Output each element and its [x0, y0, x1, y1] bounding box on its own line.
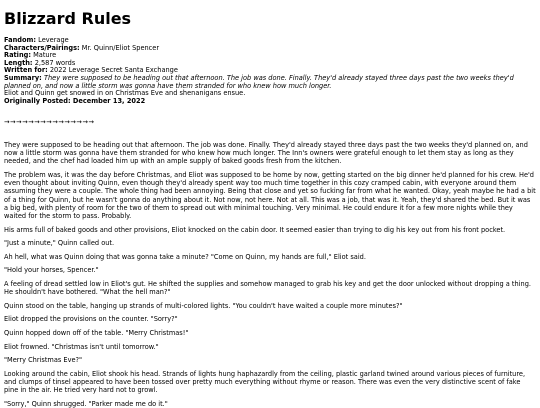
story-paragraph: "Just a minute," Quinn called out.	[4, 239, 115, 248]
story-paragraph: Eliot frowned. "Christmas isn't until tomorrow."	[4, 342, 159, 351]
rating-value: Mature	[33, 51, 57, 60]
rating-line	[4, 52, 536, 60]
written-for-label: Written for:	[4, 66, 48, 75]
summary-label: Summary:	[4, 73, 42, 82]
pairings-label: Characters/Pairings:	[4, 43, 80, 52]
summary-italic-text: They were supposed to be heading out that afternoon. The job was done. Finally. They'd already stayed three days past the two weeks they'd planned on, and now a little storm was gonna have them stranded for who knew how much longer.	[4, 73, 514, 90]
fandom-value: Leverage	[38, 36, 69, 44]
section-divider: →→→→→→→→→→→→→→→	[4, 118, 95, 127]
pairings-line	[4, 45, 536, 53]
story-paragraph: They were supposed to be heading out that afternoon. The job was done. Finally. They'd already stayed three days past the two weeks they'd planned on, and now a little storm was gonna have them stranded for who knew how much longer. The Inn's owners were grateful enough to let them stay as long as they needed, and the chef had loaded him up with an ample supply of baked goods fresh from the kitchen.	[4, 140, 528, 166]
story-paragraph: Eliot dropped the provisions on the counter. "Sorry?"	[4, 315, 178, 324]
story-paragraph: The problem was, it was the day before Christmas, and Eliot was supposed to be home by now, getting started on the big dinner he'd planned for his crew. He'd even thought about inviting Quinn, even though they'd already spent way too much time together in this cozy cramped cabin, with everyone around them assuming they were a couple. The whole thing had been annoying. Being that close and yet so fucking far from what he wanted. Okay, yeah maybe he had a bit of a thing for Quinn, but he wasn't gonna do anything about it. Not now, not here. Not at all. This was a job, that was it. Yeah, they'd shared the bed. But it was a big bed, with plenty of room for the two of them to spread out with minimal touching. Very minimal. He could endure it for a few more nights while they waited for the storm to pass. Probably.	[4, 170, 536, 220]
pairings-value: Mr. Quinn/Eliot Spencer	[81, 43, 160, 52]
story-paragraph: His arms full of baked goods and other provisions, Eliot knocked on the cabin door. It seemed easier than trying to dig his key out from his front pocket.	[4, 225, 506, 234]
length-label: Length:	[4, 58, 33, 67]
story-paragraph: "Hold your horses, Spencer."	[4, 266, 99, 275]
story-metadata	[4, 37, 536, 105]
posted-date: Originally Posted: December 13, 2022	[4, 96, 146, 105]
page-title: Blizzard Rules	[4, 9, 132, 28]
story-paragraph: Quinn stood on the table, hanging up strands of multi-colored lights. "You couldn't have waited a couple more minutes?"	[4, 301, 403, 310]
fandom-label: Fandom:	[4, 36, 37, 44]
story-paragraph: "Sorry," Quinn shrugged. "Parker made me do it."	[4, 399, 168, 408]
story-paragraph: A feeling of dread settled low in Eliot's gut. He shifted the supplies and somehow managed to grab his key and get the door unlocked without dropping a thing. He shouldn't have bothered. "What the hell man?"	[4, 279, 531, 297]
length-value: 2,587 words	[34, 58, 76, 67]
story-paragraph: Looking around the cabin, Eliot shook his head. Strands of lights hung haphazardly from the ceiling, plastic garland twined around various pieces of furniture, and clumps of tinsel appeared to have been tossed over pretty much everything without rhyme or reason. There was even the very distinctive scent of fake pine in the air. He tried very hard not to growl.	[4, 369, 526, 395]
written-for-value: 2022 Leverage Secret Santa Exchange	[49, 66, 178, 75]
rating-label: Rating:	[4, 51, 31, 60]
story-paragraph: "Merry Christmas Eve?"	[4, 356, 83, 365]
story-body	[4, 141, 536, 408]
summary-line	[4, 75, 536, 90]
summary-plain-line: Eliot and Quinn get snowed in on Christmas Eve and shenanigans ensue.	[4, 89, 246, 98]
story-paragraph: Ah hell, what was Quinn doing that was gonna take a minute? "Come on Quinn, my hands are full," Eliot said.	[4, 252, 366, 261]
story-paragraph: Quinn hopped down off of the table. "Merry Christmas!"	[4, 328, 189, 337]
